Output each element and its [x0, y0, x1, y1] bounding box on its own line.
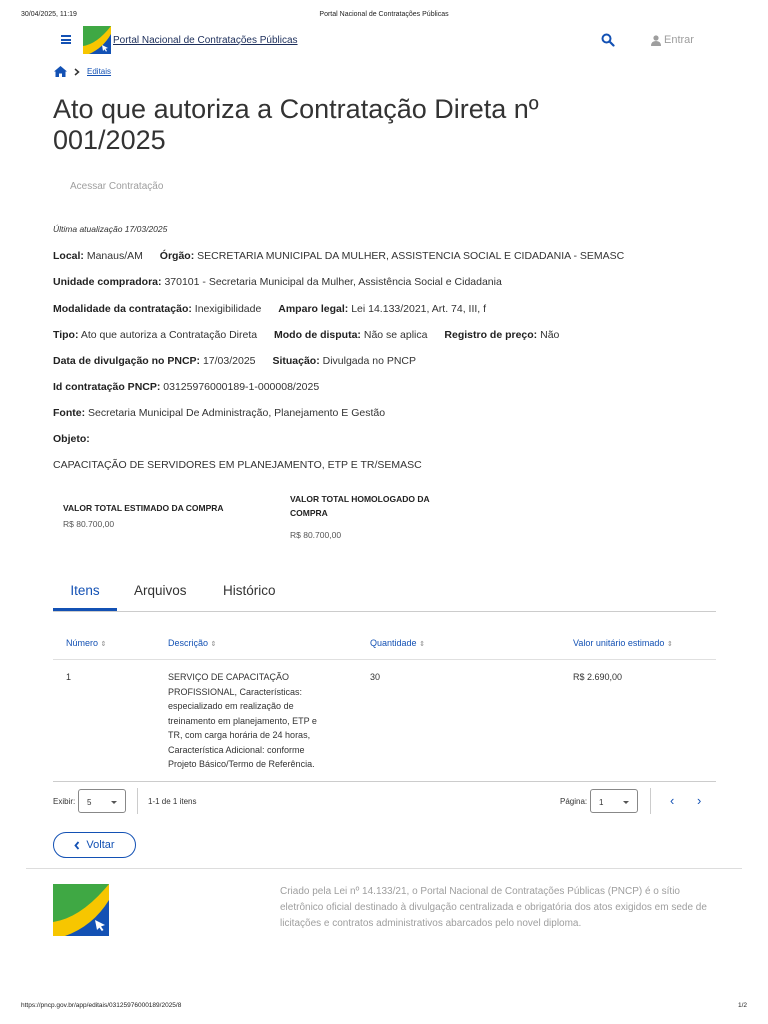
tipo-value: Ato que autoriza a Contratação Direta: [80, 329, 258, 341]
row-objeto-value: [53, 459, 422, 471]
modalidade-value: Inexigibilidade: [194, 303, 262, 315]
row-local-orgao: [53, 250, 638, 262]
disputa-value: Não se aplica: [363, 329, 428, 341]
last-updated: Última atualização 17/03/2025: [53, 224, 168, 234]
situacao-value: Divulgada no PNCP: [322, 355, 417, 367]
amparo-label: Amparo legal:: [278, 303, 349, 315]
previous-page-icon[interactable]: ‹: [670, 793, 675, 808]
hamburger-menu-icon[interactable]: [61, 35, 71, 44]
range-label: 1-1 de 1 itens: [148, 797, 197, 806]
footer-description: Criado pela Lei nº 14.133/21, o Portal Nacional de Contratações Públicas (PNCP) é o sítio eletrônico oficial destinado à divulgação centralizada e obrigatória dos atos exigidos em sede de licitações e contratos administrativos abarcados pelo novel diploma.: [280, 886, 707, 929]
pncp-logo[interactable]: [83, 26, 111, 54]
objeto-value: CAPACITAÇÃO DE SERVIDORES EM PLANEJAMENTO, ETP E TR/SEMASC: [53, 459, 422, 471]
print-header: [0, 11, 768, 23]
footer-divider: [26, 868, 742, 869]
page-value: 1: [599, 798, 604, 807]
row-id: [53, 381, 333, 393]
next-page-icon[interactable]: ›: [697, 793, 702, 808]
pncp-footer-logo: [53, 884, 109, 936]
sort-icon: ⇕: [419, 641, 425, 648]
cell-descricao: [168, 670, 348, 772]
total-estimado-label: VALOR TOTAL ESTIMADO DA COMPRA: [63, 503, 224, 513]
totals-section: [63, 492, 483, 552]
print-title: Portal Nacional de Contratações Públicas: [319, 11, 449, 18]
login-button[interactable]: [651, 34, 694, 46]
access-contract-button[interactable]: Acessar Contratação: [70, 181, 164, 192]
unidade-label: Unidade compradora:: [53, 276, 162, 288]
descricao-line: PROFISSIONAL, Características:: [168, 686, 303, 697]
row-fonte: [53, 407, 399, 419]
search-icon[interactable]: [601, 33, 615, 47]
page-title: Ato que autoriza a Contratação Direta nº 001/2025: [53, 94, 539, 155]
page-size-select[interactable]: [78, 789, 126, 813]
pagina-label: Página:: [560, 797, 588, 806]
local-value: Manaus/AM: [86, 250, 143, 262]
column-quantidade[interactable]: [370, 638, 425, 648]
unidade-value: 370101 - Secretaria Municipal da Mulher, Assistência Social e Cidadania: [164, 276, 502, 288]
registro-value: Não: [540, 329, 560, 341]
sort-icon: ⇕: [666, 641, 673, 648]
tab-itens[interactable]: Itens: [53, 583, 117, 611]
divulgacao-value: 17/03/2025: [202, 355, 256, 367]
chevron-down-icon: [111, 801, 117, 804]
column-numero[interactable]: [66, 638, 106, 648]
items-table: [53, 628, 716, 782]
fonte-value: Secretaria Municipal De Administração, Planejamento E Gestão: [88, 407, 386, 419]
local-label: Local:: [53, 250, 84, 262]
situacao-label: Situação:: [272, 355, 320, 367]
cell-numero: 1: [66, 672, 72, 682]
print-url: https://pncp.gov.br/app/editais/03125976000189/2025/8: [21, 1002, 182, 1009]
descricao-line: especializado em realização de: [168, 701, 294, 711]
modalidade-label: Modalidade da contratação:: [53, 303, 192, 315]
column-descricao[interactable]: [168, 638, 216, 648]
table-row[interactable]: [53, 660, 716, 782]
row-unidade: [53, 276, 516, 288]
orgao-value: SECRETARIA MUNICIPAL DA MULHER, ASSISTENCIA SOCIAL E CIDADANIA - SEMASC: [197, 250, 625, 262]
chevron-left-icon: [74, 841, 80, 850]
cell-valor: R$ 2.690,00: [573, 672, 623, 682]
column-descricao-label: Descrição: [168, 638, 209, 648]
column-valor[interactable]: [573, 638, 673, 648]
row-objeto-label: [53, 433, 90, 445]
total-homologado-label-2: COMPRA: [290, 508, 328, 518]
tab-arquivos[interactable]: Arquivos: [134, 583, 187, 598]
descricao-line: SERVIÇO DE CAPACITAÇÃO: [168, 672, 290, 682]
disputa-label: Modo de disputa:: [274, 329, 361, 341]
id-value: 03125976000189-1-000008/2025: [163, 381, 320, 393]
column-quantidade-label: Quantidade: [370, 638, 417, 648]
total-homologado-label-1: VALOR TOTAL HOMOLOGADO DA: [290, 494, 430, 504]
breadcrumb: [54, 66, 111, 77]
user-icon: [651, 35, 661, 46]
total-estimado-value: R$ 80.700,00: [63, 519, 115, 529]
descricao-line: treinamento em planejamento, ETP e: [168, 715, 317, 726]
amparo-value: Lei 14.133/2021, Art. 74, III, f: [351, 303, 487, 315]
home-icon[interactable]: [54, 66, 67, 77]
divulgacao-label: Data de divulgação no PNCP:: [53, 355, 201, 367]
column-numero-label: Número: [66, 638, 99, 648]
total-homologado-value: R$ 80.700,00: [290, 530, 342, 540]
row-divulgacao: [53, 355, 430, 367]
print-page-number: 1/2: [737, 1002, 747, 1009]
back-label: Voltar: [86, 839, 115, 851]
id-label: Id contratação PNCP:: [53, 381, 161, 393]
descricao-line: Característica Adicional: conforme: [168, 744, 305, 755]
divider: [137, 788, 138, 814]
tab-bar: [53, 576, 716, 612]
sort-icon: ⇕: [100, 641, 107, 648]
sort-icon: ⇕: [210, 641, 217, 648]
pagination: [53, 788, 716, 814]
tab-historico[interactable]: Histórico: [223, 583, 276, 598]
chevron-right-icon: [74, 68, 80, 76]
tipo-label: Tipo:: [53, 329, 79, 341]
table-header: [53, 628, 716, 660]
portal-name-link[interactable]: Portal Nacional de Contratações Públicas: [113, 35, 298, 46]
column-valor-label: Valor unitário estimado: [573, 638, 665, 648]
cell-quantidade: 30: [370, 672, 381, 682]
total-homologado: [290, 492, 430, 540]
back-button[interactable]: [53, 832, 136, 858]
registro-label: Registro de preço:: [444, 329, 538, 341]
row-tipo: [53, 329, 573, 341]
fonte-label: Fonte:: [53, 407, 86, 419]
orgao-label: Órgão:: [159, 250, 195, 262]
top-bar: [53, 26, 716, 54]
breadcrumb-editais[interactable]: Editais: [87, 67, 112, 76]
descricao-line: TR, com carga horária de 24 horas,: [168, 730, 311, 740]
total-estimado: [63, 501, 224, 529]
chevron-down-icon: [623, 801, 629, 804]
page-size-value: 5: [87, 798, 92, 807]
exibir-label: Exibir:: [53, 797, 76, 806]
row-modalidade: [53, 303, 500, 315]
objeto-label: Objeto:: [53, 433, 90, 445]
login-label: Entrar: [664, 34, 694, 46]
page-select[interactable]: [590, 789, 638, 813]
divider: [650, 788, 651, 814]
print-datetime: 30/04/2025, 11:19: [21, 11, 77, 18]
descricao-line: Projeto Básico/Termo de Referência.: [168, 759, 315, 769]
